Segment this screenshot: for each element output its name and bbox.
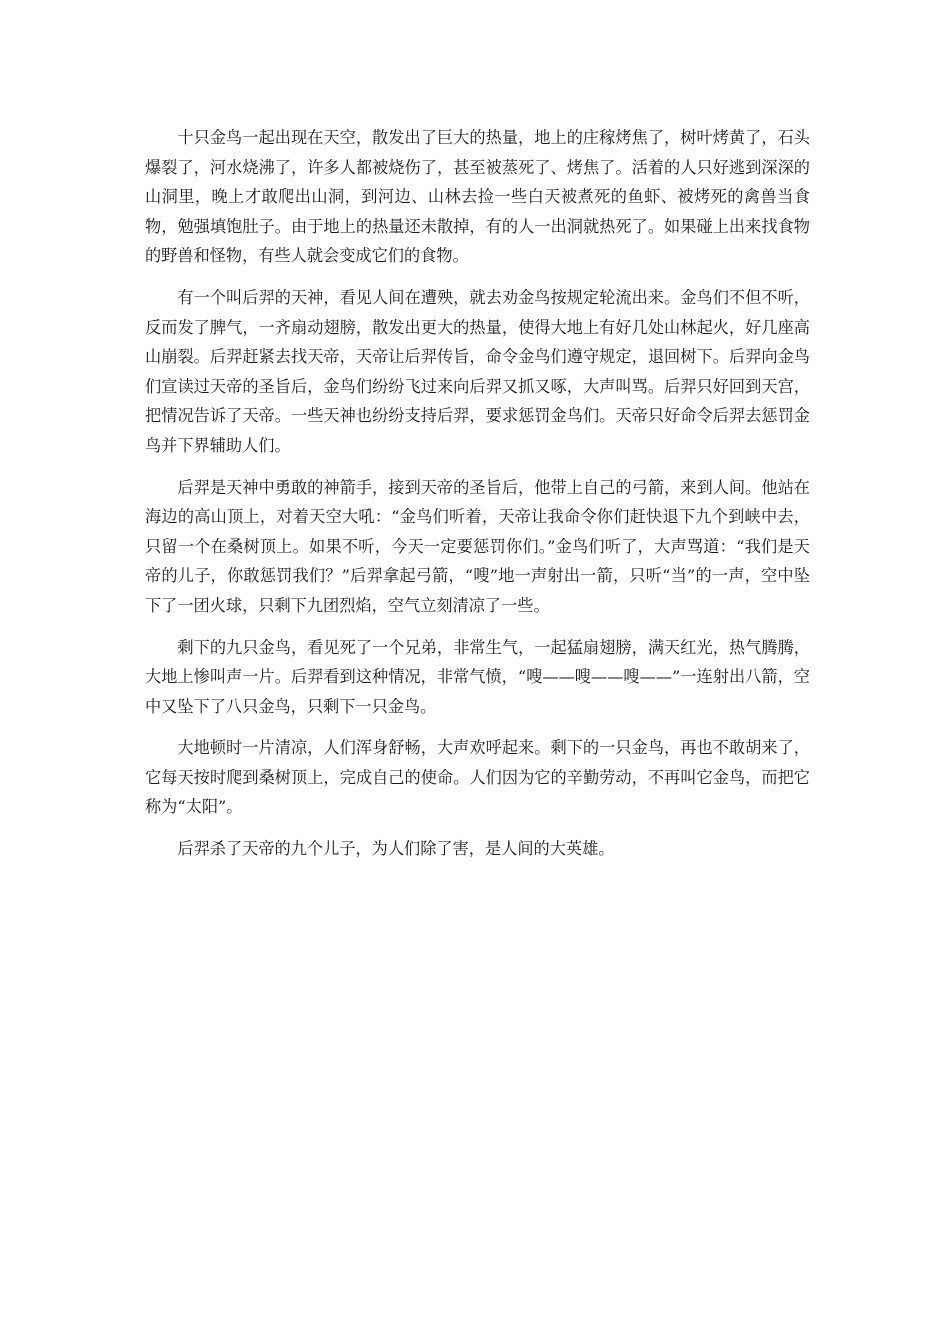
paragraph: 后羿是天神中勇敢的神箭手，接到天帝的圣旨后，他带上自己的弓箭，来到人间。他站在海边的高山顶上，对着天空大吼：“金鸟们听着，天帝让我命令你们赶快退下九个到峡中去，只留一个在桑树顶上。如果不听，今天一定要惩罚你们。”金鸟们听了，大声骂道：“我们是天帝的儿子，你敢惩罚我们？”后羿拿起弓箭，“嗖”地一声射出一箭，只听“当”的一声，空中坠下了一团火球，只剩下九团烈焰，空气立刻清凉了一些。 [145, 477, 810, 615]
paragraph: 后羿杀了天帝的九个儿子，为人们除了害，是人间的大英雄。 [177, 839, 615, 859]
paragraph: 大地顿时一片清凉，人们浑身舒畅，大声欢呼起来。剩下的一只金鸟，再也不敢胡来了，它每天按时爬到桑树顶上，完成自己的使命。人们因为它的辛勤劳动，不再叫它金鸟，而把它称为“太阳”。 [145, 738, 810, 817]
article-body [145, 123, 810, 876]
paragraph: 十只金鸟一起出现在天空，散发出了巨大的热量，地上的庄稼烤焦了，树叶烤黄了，石头爆裂了，河水烧沸了，许多人都被烧伤了，甚至被蒸死了、烤焦了。活着的人只好逃到深深的山洞里，晚上才敢爬出山洞，到河边、山林去捡一些白天被煮死的鱼虾、被烤死的禽兽当食物，勉强填饱肚子。由于地上的热量还未散掉，有的人一出洞就热死了。如果碰上出来找食物的野兽和怪物，有些人就会变成它们的食物。 [145, 128, 810, 266]
paragraph: 有一个叫后羿的天神，看见人间在遭殃，就去劝金鸟按规定轮流出来。金鸟们不但不听，反而发了脾气，一齐扇动翅膀，散发出更大的热量，使得大地上有好几处山林起火，好几座高山崩裂。后羿赶紧去找天帝，天帝让后羿传旨，命令金鸟们遵守规定，退回树下。后羿向金鸟们宣读过天帝的圣旨后，金鸟们纷纷飞过来向后羿又抓又啄，大声叫骂。后羿只好回到天宫，把情况告诉了天帝。一些天神也纷纷支持后羿，要求惩罚金鸟们。天帝只好命令后羿去惩罚金鸟并下界辅助人们。 [145, 287, 810, 455]
paragraph: 剩下的九只金鸟，看见死了一个兄弟，非常生气，一起猛扇翅膀，满天红光，热气腾腾，大地上惨叫声一片。后羿看到这种情况，非常气愤，“嗖——嗖——嗖——”一连射出八箭，空中又坠下了八只金鸟，只剩下一只金鸟。 [145, 637, 810, 716]
